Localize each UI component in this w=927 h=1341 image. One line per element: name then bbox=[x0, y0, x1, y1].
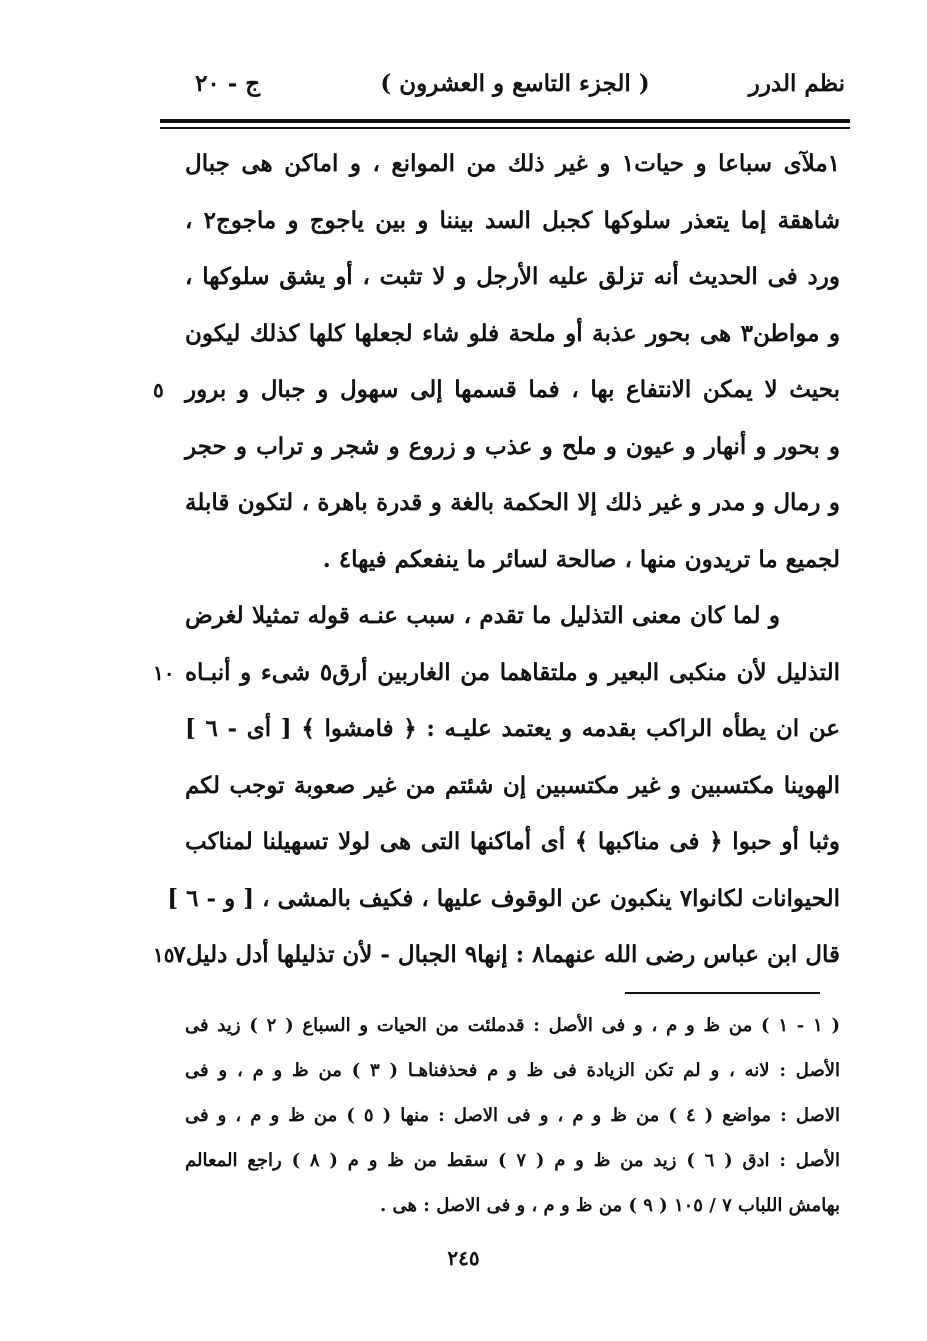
text-line bbox=[153, 645, 840, 702]
line-number: ١٠ bbox=[153, 660, 175, 685]
footnote-separator bbox=[625, 992, 820, 994]
text-line-content: قال ابن عباس رضى الله عنهما٨ : إنها٩ الجبال - لأن تذليلها أدل دليل٧ bbox=[173, 941, 840, 968]
footnotes bbox=[185, 1003, 840, 1228]
text-line-content: وثبا أو حبوا ﴿ فى مناكبها ﴾ أى أماكنها التى هى لولا تسهيلنا لمناكب bbox=[185, 828, 840, 855]
text-line bbox=[185, 588, 840, 645]
footnote-line: ( ١ - ١ ) من ظ و م ، و فى الأصل : قدملئت من الحيات و السباع ( ٢ ) زيد فى bbox=[185, 1015, 840, 1036]
text-line-content: الحيوانات لكانوا٧ ينكبون عن الوقوف عليها ، فكيف بالمشى ، [ و - ٦ ] bbox=[167, 884, 840, 912]
text-line bbox=[185, 701, 840, 758]
header-rule-thick bbox=[160, 119, 850, 123]
header-part-title: ( الجزء التاسع و العشرون ) bbox=[380, 70, 650, 97]
footnote-line: الأصل : لانه ، و لم تكن الزيادة فى ظ و م فحذفناهـا ( ٣ ) من ظ و م ، و فى bbox=[185, 1060, 840, 1081]
text-line-content: و مواطن٣ هى بحور عذبة أو ملحة فلو شاء لجعلها كلها كذلك ليكون bbox=[185, 319, 840, 347]
footnote-line: بهامش اللباب ٧ / ١٠٥ ( ٩ ) من ظ و م ، و فى الاصل : هى . bbox=[379, 1195, 840, 1216]
text-line-content: شاهقة إما يتعذر سلوكها كجبل السد بيننا و بين ياجوج و ماجوج٢ ، bbox=[185, 206, 841, 234]
text-line bbox=[153, 927, 840, 984]
text-line bbox=[153, 362, 840, 419]
text-line-content: الهوينا مكتسبين و غير مكتسبين إن شئتم من غير صعوبة توجب لكم bbox=[185, 771, 840, 799]
text-line bbox=[185, 136, 840, 193]
header-rule-thin bbox=[160, 127, 850, 129]
text-line-content: و بحور و أنهار و عيون و ملح و عذب و زروع و شجر و تراب و حجر bbox=[185, 432, 840, 460]
text-line-content: و لما كان معنى التذليل ما تقدم ، سبب عنـه قوله تمثيلا لغرض bbox=[185, 602, 780, 629]
text-line bbox=[185, 758, 840, 815]
text-line-content: ورد فى الحديث أنه تزلق عليه الأرجل و لا تثبت ، أو يشق سلوكها ، bbox=[185, 263, 840, 290]
running-header bbox=[185, 70, 845, 110]
text-line bbox=[185, 419, 840, 476]
text-line-content: عن ان يطأه الراكب بقدمه و يعتمد عليـه : ﴿ فامشوا ﴾ [ أى - ٦ ] bbox=[185, 715, 840, 742]
text-line bbox=[185, 532, 840, 589]
page-number: ٢٤٥ bbox=[447, 1246, 480, 1270]
header-volume: ج - ٢٠ bbox=[195, 70, 261, 97]
text-line-content: التذليل لأن منكبى البعير و ملتقاهما من الغاربين أرق٥ شىء و أنبـاه bbox=[185, 658, 840, 686]
text-line-content: ١ملآى سباعا و حيات١ و غير ذلك من الموانع ، و اماكن هى جبال bbox=[185, 150, 840, 177]
main-text bbox=[153, 136, 841, 984]
text-line bbox=[185, 249, 840, 306]
text-line bbox=[167, 871, 840, 928]
footnote-line: الأصل : ادق ( ٦ ) زيد من ظ و م ( ٧ ) سقط من ظ و م ( ٨ ) راجع المعالم bbox=[185, 1150, 840, 1171]
text-line bbox=[185, 475, 840, 532]
footnote-line: الاصل : مواضع ( ٤ ) من ظ و م ، و فى الاصل : منها ( ٥ ) من ظ و م ، و فى bbox=[185, 1105, 840, 1126]
header-book-title: نظم الدرر bbox=[748, 70, 845, 97]
text-line-content: و رمال و مدر و غير ذلك إلا الحكمة بالغة و قدرة باهرة ، لتكون قابلة bbox=[185, 489, 840, 516]
text-line bbox=[185, 306, 840, 363]
line-number: ١٥ bbox=[153, 943, 175, 967]
text-line-content: لجميع ما تريدون منها ، صالحة لسائر ما ينفعكم فيها٤ . bbox=[322, 545, 840, 573]
text-line bbox=[185, 193, 840, 250]
text-line bbox=[185, 814, 840, 871]
text-line-content: بحيث لا يمكن الانتفاع بها ، فما قسمها إلى سهول و جبال و برور bbox=[185, 376, 840, 403]
line-number: ٥ bbox=[153, 378, 164, 402]
